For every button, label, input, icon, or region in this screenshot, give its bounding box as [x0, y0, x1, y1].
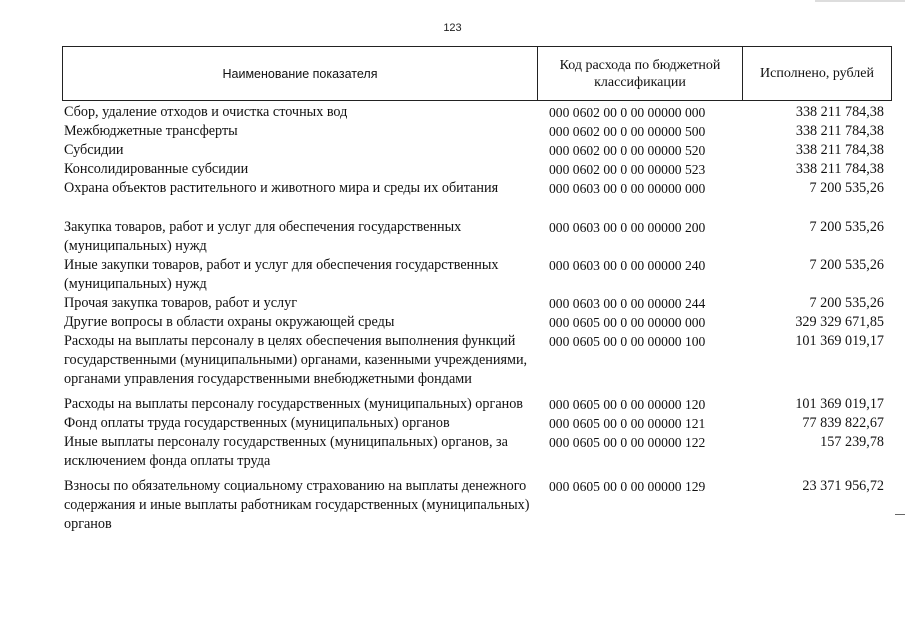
header-name-column: Наименование показателя [63, 47, 538, 100]
row-name: Расходы на выплаты персоналу в целях обеспечения выполнения функций государственными (муниципальными) органами, казенными учреждениями, органами управления государственными внебюджетными фондами [64, 333, 528, 387]
row-value: 338 211 784,38 [795, 161, 884, 177]
header-value-column: Исполнено, рублей [760, 65, 874, 81]
row-code: 000 0602 00 0 00 00000 523 [549, 162, 706, 177]
row-name: Фонд оплаты труда государственных (муниципальных) органов [64, 415, 450, 431]
table-row [62, 103, 892, 122]
row-name: Охрана объектов растительного и животного мира и среды их обитания [64, 180, 499, 196]
row-name: Закупка товаров, работ и услуг для обеспечения государственных (муниципальных) нужд [64, 219, 462, 254]
row-code: 000 0605 00 0 00 00000 129 [549, 479, 706, 494]
row-name: Межбюджетные трансферты [64, 123, 238, 139]
row-value: 101 369 019,17 [795, 333, 884, 349]
row-code: 000 0605 00 0 00 00000 122 [549, 435, 706, 450]
table-body [62, 103, 892, 534]
row-name: Сбор, удаление отходов и очистка сточных вод [64, 104, 348, 120]
row-value: 77 839 822,67 [802, 415, 884, 431]
table-row [62, 141, 892, 160]
table-row [62, 477, 892, 534]
table-row [62, 332, 892, 389]
row-code: 000 0603 00 0 00 00000 200 [549, 220, 706, 235]
page-number: 123 [443, 22, 462, 34]
row-code: 000 0605 00 0 00 00000 000 [549, 315, 706, 330]
table-row [62, 395, 892, 414]
table-row [62, 313, 892, 332]
row-name: Субсидии [64, 142, 124, 158]
row-value: 101 369 019,17 [795, 396, 884, 412]
row-name: Прочая закупка товаров, работ и услуг [64, 295, 298, 311]
row-code: 000 0605 00 0 00 00000 121 [549, 416, 706, 431]
row-value: 338 211 784,38 [795, 142, 884, 158]
row-value: 7 200 535,26 [809, 180, 884, 196]
row-value: 7 200 535,26 [809, 295, 884, 311]
row-value: 7 200 535,26 [809, 257, 884, 273]
row-value: 7 200 535,26 [809, 219, 884, 235]
table-row [62, 218, 892, 256]
row-code: 000 0603 00 0 00 00000 240 [549, 258, 706, 273]
row-name: Другие вопросы в области охраны окружающей среды [64, 314, 395, 330]
table-row [62, 122, 892, 141]
table-row [62, 179, 892, 198]
table-row [62, 160, 892, 179]
row-value: 157 239,78 [820, 434, 884, 450]
row-code: 000 0602 00 0 00 00000 000 [549, 105, 706, 120]
scan-edge-mark [815, 0, 905, 2]
table-row [62, 256, 892, 294]
row-code: 000 0602 00 0 00 00000 520 [549, 143, 706, 158]
row-code: 000 0602 00 0 00 00000 500 [549, 124, 706, 139]
row-value: 338 211 784,38 [795, 104, 884, 120]
table-row [62, 414, 892, 433]
row-name: Иные закупки товаров, работ и услуг для обеспечения государственных (муниципальных) нужд [64, 257, 499, 292]
row-name: Консолидированные субсидии [64, 161, 249, 177]
table-row [62, 294, 892, 313]
header-code-column: Код расхода по бюджетной классификации [538, 47, 743, 100]
row-code: 000 0605 00 0 00 00000 120 [549, 397, 706, 412]
row-code: 000 0605 00 0 00 00000 100 [549, 334, 706, 349]
row-value: 23 371 956,72 [802, 478, 884, 494]
row-name: Расходы на выплаты персоналу государственных (муниципальных) органов [64, 396, 523, 412]
scan-edge-mark [895, 514, 905, 515]
row-value: 338 211 784,38 [795, 123, 884, 139]
row-value: 329 329 671,85 [795, 314, 884, 330]
table-header [62, 46, 892, 101]
table-row [62, 433, 892, 471]
row-name: Взносы по обязательному социальному страхованию на выплаты денежного содержания и иные выплаты работникам государственных (муниципальных) органов [64, 478, 530, 532]
row-code: 000 0603 00 0 00 00000 000 [549, 181, 706, 196]
row-code: 000 0603 00 0 00 00000 244 [549, 296, 706, 311]
row-name: Иные выплаты персоналу государственных (муниципальных) органов, за исключением фонда оплаты труда [64, 434, 508, 469]
